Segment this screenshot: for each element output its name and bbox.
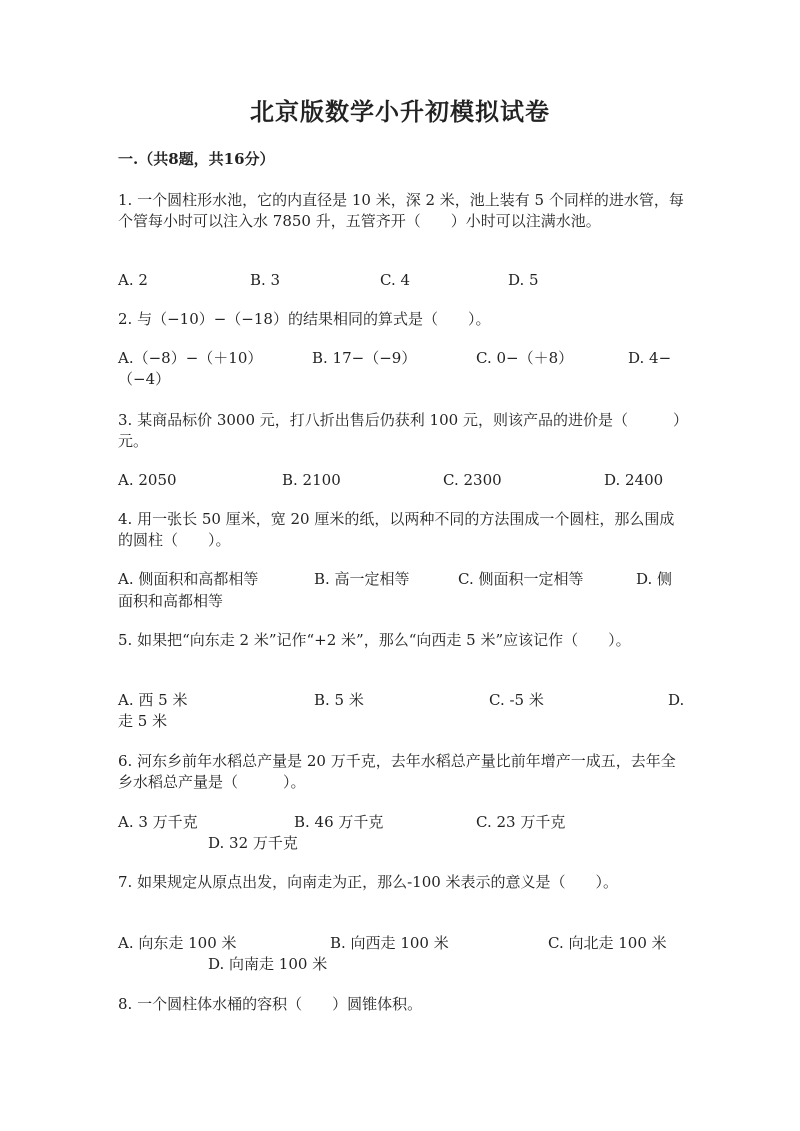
q7-option-c: C. 向北走 100 米 xyxy=(548,934,667,952)
q1-option-c: C. 4 xyxy=(380,271,411,289)
question-8-stem: 8. 一个圆柱体水桶的容积（ ）圆锥体积。 xyxy=(118,995,423,1013)
q4-option-a: A. 侧面积和高都相等 xyxy=(118,570,259,588)
q1-option-a: A. 2 xyxy=(118,271,148,289)
q3-option-d: D. 2400 xyxy=(604,471,664,489)
q6-option-a: A. 3 万千克 xyxy=(118,813,198,831)
q5-option-d-cont: 走 5 米 xyxy=(118,712,168,730)
question-3-stem: 3. 某商品标价 3000 元，打八折出售后仍获利 100 元，则该产品的进价是（ ）元。 xyxy=(118,411,688,450)
question-4-stem: 4. 用一张长 50 厘米，宽 20 厘米的纸，以两种不同的方法围成一个圆柱，那么围成的圆柱（ ）。 xyxy=(118,510,675,549)
section-heading: 一.（共8题，共16分） xyxy=(118,150,275,168)
q5-option-d: D. xyxy=(668,691,685,709)
question-2-stem: 2. 与（−10）−（−18）的结果相同的算式是（ ）。 xyxy=(118,310,491,328)
question-7-stem: 7. 如果规定从原点出发，向南走为正，那么-100 米表示的意义是（ ）。 xyxy=(118,873,619,891)
q4-option-c: C. 侧面积一定相等 xyxy=(458,570,584,588)
question-5-stem: 5. 如果把“向东走 2 米”记作“+2 米”，那么“向西走 5 米”应该记作（ ）。 xyxy=(118,631,631,649)
q3-option-a: A. 2050 xyxy=(118,471,177,489)
exam-title: 北京版数学小升初模拟试卷 xyxy=(250,97,550,126)
q5-option-a: A. 西 5 米 xyxy=(118,691,188,709)
q1-option-b: B. 3 xyxy=(250,271,281,289)
q4-option-d-cont: 面积和高都相等 xyxy=(118,592,224,610)
q5-option-b: B. 5 米 xyxy=(314,691,364,709)
q7-option-d: D. 向南走 100 米 xyxy=(208,955,328,973)
q7-option-b: B. 向西走 100 米 xyxy=(330,934,449,952)
q3-option-c: C. 2300 xyxy=(443,471,502,489)
q4-option-d: D. 侧 xyxy=(636,570,673,588)
q2-option-c: C. 0−（＋8） xyxy=(476,349,574,367)
q2-option-a: A.（−8）−（＋10） xyxy=(118,349,263,367)
q2-option-d-cont: （−4） xyxy=(118,370,171,388)
q2-option-b: B. 17−（−9） xyxy=(312,349,417,367)
q2-option-d: D. 4− xyxy=(628,349,672,367)
q6-option-b: B. 46 万千克 xyxy=(294,813,384,831)
q4-option-b: B. 高一定相等 xyxy=(314,570,410,588)
question-6-stem: 6. 河东乡前年水稻总产量是 20 万千克，去年水稻总产量比前年增产一成五，去年全乡水稻总产量是（ ）。 xyxy=(118,752,676,791)
q3-option-b: B. 2100 xyxy=(282,471,341,489)
q1-option-d: D. 5 xyxy=(508,271,539,289)
q5-option-c: C. -5 米 xyxy=(489,691,544,709)
q6-option-d: D. 32 万千克 xyxy=(208,834,298,852)
q6-option-c: C. 23 万千克 xyxy=(476,813,566,831)
question-1-stem: 1. 一个圆柱形水池，它的内直径是 10 米，深 2 米，池上装有 5 个同样的进水管，每个管每小时可以注入水 7850 升，五管齐开（ ）小时可以注满水池。 xyxy=(118,191,684,230)
q7-option-a: A. 向东走 100 米 xyxy=(118,934,237,952)
